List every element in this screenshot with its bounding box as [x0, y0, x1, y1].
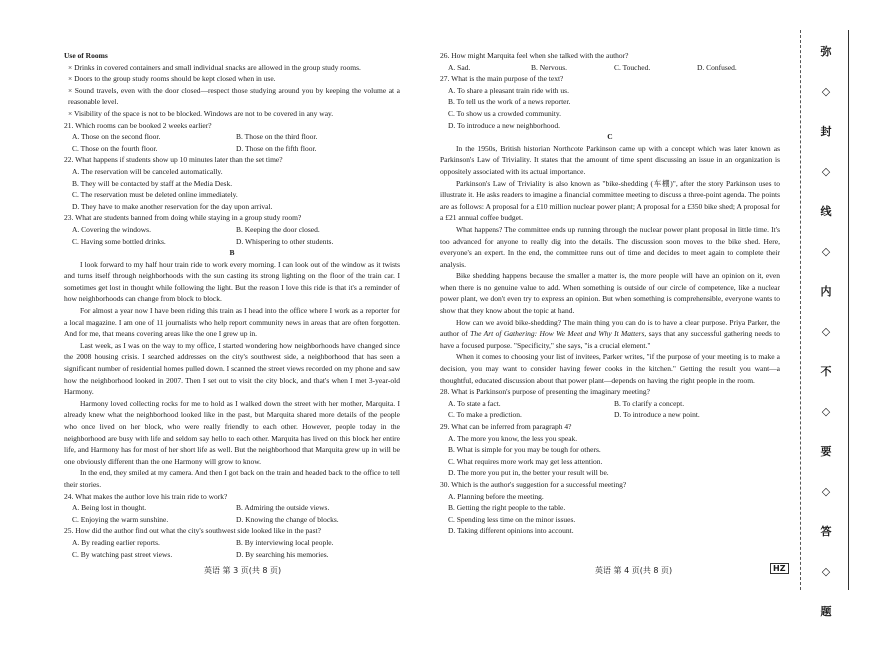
option[interactable]: D. Knowing the change of blocks. — [236, 514, 339, 524]
section-b-heading: B — [229, 248, 235, 258]
option[interactable]: D. By searching his memories. — [236, 549, 329, 559]
option[interactable]: A. By reading earlier reports. — [72, 537, 160, 547]
option[interactable]: D. To introduce a new point. — [614, 410, 700, 420]
rooms-heading: Use of Rooms — [64, 51, 108, 60]
seal-char: 线 — [820, 205, 832, 218]
option[interactable]: C. Spending less time on the minor issues. — [448, 514, 576, 524]
passage-paragraph: What happens? The committee ends up running through the nuclear power plant proposal in little time. It's too advanced for anyone to really dig into the details. The discussion soon moves to the bike shed. Here, everyone's an expert. In the end, the committee runs out of time and decides to meet again to complete their analysis. — [440, 224, 780, 269]
question-26: 26. How might Marquita feel when she talked with the author? — [440, 51, 629, 60]
option[interactable]: A. Those on the second floor. — [72, 132, 161, 142]
option[interactable]: D. They have to make another reservation for the day upon arrival. — [72, 201, 273, 211]
option[interactable]: A. Planning before the meeting. — [448, 491, 544, 501]
seal-diamond: ◇ — [821, 405, 831, 418]
options-25 — [64, 537, 400, 560]
seal-char: 封 — [820, 125, 832, 138]
option[interactable]: C. To make a prediction. — [448, 410, 522, 420]
option[interactable]: A. Sad. — [448, 62, 471, 72]
seal-diamond: ◇ — [821, 325, 831, 338]
book-title: The Art of Gathering: How We Meet and Why It Matters — [470, 329, 645, 339]
frame-border — [848, 30, 849, 590]
option[interactable]: B. By interviewing local people. — [236, 537, 334, 547]
passage-paragraph: Harmony loved collecting rocks for me to hold as I walked down the street with her mother, Marquita. I already knew what the neighborhood looked like in the past, but Marquita shared more details of the people who once lived on her block, who were really friendly to each other. However, people today in the neighborhood are busy with life and seldom say hello to each other. Marquita has lived on this block her entire life, and Harmony has for most of her short life as well. But the neighborhood that Marquita grew up in will be one obviously different than the one Harmony will grow to know. — [64, 398, 400, 466]
option[interactable]: A. The reservation will be canceled automatically. — [72, 166, 223, 176]
question-22: 22. What happens if students show up 10 minutes later than the set time? — [64, 155, 283, 165]
question-30: 30. Which is the author's suggestion for a successful meeting? — [440, 479, 627, 489]
option[interactable]: B. Getting the right people to the table. — [448, 503, 566, 513]
rooms-bullet: × Visibility of the space is not to be blocked. Windows are not to be covered in any way. — [64, 108, 400, 120]
passage-paragraph: Last week, as I was on the way to my office, I started wondering how neighborhoods have changed since the 2008 housing crisis. I searched addresses on the city's southwest side, a neighborhood that has seen a significant number of residential homes pulled down. I scanned the street views recorded on my phone and saw how the neighborhood looked in 2007. Then I set out to visit the city block, and that's when I met 3-year-old Harmony. — [64, 340, 400, 397]
option[interactable]: A. To share a pleasant train ride with us. — [448, 85, 569, 95]
options-24 — [64, 502, 400, 525]
seal-char: 答 — [820, 525, 832, 538]
question-21: 21. Which rooms can be booked 2 weeks earlier? — [64, 120, 212, 130]
option[interactable]: B. Admiring the outside views. — [236, 503, 330, 513]
seal-char: 不 — [820, 365, 832, 378]
option[interactable]: C. The reservation must be deleted online immediately. — [72, 190, 238, 200]
page-footer-left: 英语 第 3 页(共 8 页) — [204, 566, 282, 575]
option[interactable]: B. Nervous. — [531, 62, 568, 72]
seal-diamond: ◇ — [821, 485, 831, 498]
option[interactable]: A. The more you know, the less you speak. — [448, 433, 578, 443]
option[interactable]: D. To introduce a new neighborhood. — [448, 120, 561, 130]
option[interactable]: C. Having some bottled drinks. — [72, 236, 166, 246]
option[interactable]: C. Touched. — [614, 62, 651, 72]
options-21 — [64, 131, 400, 154]
option[interactable]: D. The more you put in, the better your result will be. — [448, 468, 609, 478]
seal-char: 弥 — [820, 45, 832, 58]
passage-paragraph: In the 1950s, British historian Northcote Parkinson came up with a concept which was later known as Parkinson's Law of Triviality. It states that the amount of time spent discussing an issue in an organization is oppositely associated with its actual importance. — [440, 143, 780, 176]
left-page — [64, 8, 400, 560]
paper-code-badge: HZ — [770, 563, 789, 574]
option[interactable]: C. By watching past street views. — [72, 549, 173, 559]
paragraph-text: , says that any successful gathering needs to have a focused purpose. "Specificity," she says, "is a crucial element." — [440, 329, 780, 350]
page-footer-right: 英语 第 4 页(共 8 页) — [595, 566, 673, 575]
rooms-bullet: × Sound travels, even with the door closed—respect those studying around you by keeping the volume at a reasonable level. — [64, 85, 400, 108]
option[interactable]: B. Those on the third floor. — [236, 132, 318, 142]
passage-paragraph — [440, 317, 780, 352]
seal-char: 要 — [820, 445, 832, 458]
option[interactable]: B. To tell us the work of a news reporter. — [448, 97, 571, 107]
question-28: 28. What is Parkinson's purpose of presenting the imaginary meeting? — [440, 387, 650, 397]
option[interactable]: B. They will be contacted by staff at the Media Desk. — [72, 178, 233, 188]
option[interactable]: C. To show us a crowded community. — [448, 108, 562, 118]
option[interactable]: D. Taking different opinions into account. — [448, 526, 574, 536]
passage-paragraph: When it comes to choosing your list of invitees, Parker writes, "if the purpose of your meeting is to make a decision, you may want to consider having fewer cooks in the kitchen." Getting the result you want—a thoughtful, educated discussion about that power plant—depends on having the right people in the room. — [440, 352, 780, 385]
question-25: 25. How did the author find out what the city's southwest side looked like in the past? — [64, 526, 321, 536]
option[interactable]: B. To clarify a concept. — [614, 398, 685, 408]
option[interactable]: D. Those on the fifth floor. — [236, 143, 317, 153]
section-c-heading: C — [607, 132, 613, 142]
option[interactable]: A. Covering the windows. — [72, 224, 151, 234]
options-28 — [440, 398, 780, 421]
question-29: 29. What can be inferred from paragraph 4? — [440, 422, 572, 431]
passage-paragraph: Parkinson's Law of Triviality is also known as "bike-shedding (车棚)", after the story Parkinson uses to illustrate it. He asks readers to imagine a financial committee meeting to discuss a three-point agenda. The points are as follows: A proposal for a £10 million nuclear power plant; A proposal for a £350 bike shed; A proposal for a £21 annual coffee budget. — [440, 178, 780, 223]
question-27: 27. What is the main purpose of the text? — [440, 74, 564, 84]
option[interactable]: C. Those on the fourth floor. — [72, 143, 158, 153]
option[interactable]: D. Whispering to other students. — [236, 236, 334, 246]
seal-dashed-line — [800, 30, 801, 590]
option[interactable]: C. What requires more work may get less attention. — [448, 456, 603, 466]
passage-paragraph: In the end, they smiled at my camera. And then I got back on the train and headed back to the office to tell their stories. — [64, 468, 400, 489]
seal-char: 题 — [820, 605, 832, 618]
rooms-bullet: × Doors to the group study rooms should be kept closed when in use. — [64, 73, 400, 85]
seal-diamond: ◇ — [821, 165, 831, 178]
question-24: 24. What makes the author love his train ride to work? — [64, 491, 228, 501]
option[interactable]: D. Confused. — [697, 62, 737, 72]
seal-diamond: ◇ — [821, 565, 831, 578]
seal-line-text — [818, 45, 834, 645]
option[interactable]: A. Being lost in thought. — [72, 503, 147, 513]
passage-paragraph: Bike shedding happens because the smaller a matter is, the more people will have an opinion on it, even when there is no genuine value to add. When something is outside of our circle of competence, like a nuclear power plant, we don't even try to express an opinion. But when something is comprehensible, everyone wants to show that they know about the topic at hand. — [440, 271, 780, 316]
question-23: 23. What are students banned from doing while staying in a group study room? — [64, 213, 302, 223]
option[interactable]: C. Enjoying the warm sunshine. — [72, 514, 169, 524]
right-page — [440, 8, 780, 537]
paragraph-text: How can we avoid bike-shedding? The main thing you can do is to have a clear purpose. Priya Parker, the author of — [440, 317, 780, 339]
rooms-bullet: × Drinks in covered containers and small individual snacks are allowed in the group study rooms. — [64, 62, 400, 74]
options-23 — [64, 224, 400, 247]
seal-diamond: ◇ — [821, 245, 831, 258]
seal-diamond: ◇ — [821, 85, 831, 98]
option[interactable]: A. To state a fact. — [448, 398, 501, 408]
seal-char: 内 — [820, 285, 832, 298]
option[interactable]: B. What is simple for you may be tough for others. — [448, 445, 601, 455]
option[interactable]: B. Keeping the door closed. — [236, 224, 320, 234]
options-26 — [440, 62, 780, 74]
passage-paragraph: For almost a year now I have been riding this train as I head into the office where I work as a reporter for a local magazine. I am one of 11 journalists who help report community news in areas that are often forgotten. And for me, that means covering areas like the one I grew up in. — [64, 306, 400, 339]
passage-paragraph: I look forward to my half hour train ride to work every morning. I can look out of the window as it twists and turns itself through neighborhoods with the sun casting its strong lighting on the floor of the train car. I sometimes get lost in thought while following the light. But the reason I love this ride is that it's a reminder of how neighborhoods can change from block to block. — [64, 259, 400, 304]
